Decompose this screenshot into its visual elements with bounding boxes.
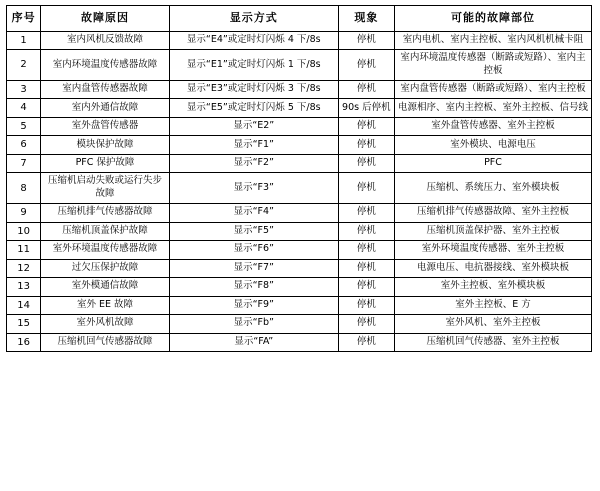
table-row bbox=[7, 241, 592, 260]
cell-part: 压缩机、系统压力、室外模块板 bbox=[394, 173, 591, 204]
cell-part: 室内盘管传感器（断路或短路）、室内主控板 bbox=[394, 80, 591, 99]
cell-display: 显示“F1” bbox=[169, 136, 338, 155]
cell-cause: 压缩机排气传感器故障 bbox=[41, 204, 170, 223]
cell-display: 显示“E5”或定时灯闪烁 5 下/8s bbox=[169, 99, 338, 118]
table-row bbox=[7, 204, 592, 223]
cell-cause: 室内外通信故障 bbox=[41, 99, 170, 118]
cell-cause: 室内风机反馈故障 bbox=[41, 31, 170, 50]
table-row bbox=[7, 333, 592, 352]
table-row bbox=[7, 259, 592, 278]
cell-part: 室外模块、电源电压 bbox=[394, 136, 591, 155]
cell-display: 显示“F2” bbox=[169, 154, 338, 173]
cell-display: 显示“F5” bbox=[169, 222, 338, 241]
cell-part: 室外主控板、室外模块板 bbox=[394, 278, 591, 297]
cell-index: 13 bbox=[7, 278, 41, 297]
table-header-row bbox=[7, 6, 592, 32]
cell-display: 显示“E1”或定时灯闪烁 1 下/8s bbox=[169, 50, 338, 81]
cell-part: 压缩机回气传感器、室外主控板 bbox=[394, 333, 591, 352]
table-row bbox=[7, 136, 592, 155]
cell-phenomenon: 停机 bbox=[338, 241, 394, 260]
cell-phenomenon: 停机 bbox=[338, 154, 394, 173]
table-header bbox=[7, 6, 592, 32]
column-header-phenomenon: 现象 bbox=[338, 6, 394, 32]
cell-cause: 室内盘管传感器故障 bbox=[41, 80, 170, 99]
table-row bbox=[7, 99, 592, 118]
table-row bbox=[7, 50, 592, 81]
cell-phenomenon: 停机 bbox=[338, 80, 394, 99]
cell-part: 室内环境温度传感器（断路或短路）、室内主控板 bbox=[394, 50, 591, 81]
cell-cause: 室内环境温度传感器故障 bbox=[41, 50, 170, 81]
cell-display: 显示“F7” bbox=[169, 259, 338, 278]
cell-display: 显示“FA” bbox=[169, 333, 338, 352]
cell-phenomenon: 停机 bbox=[338, 117, 394, 136]
table-row bbox=[7, 278, 592, 297]
cell-cause: 室外模通信故障 bbox=[41, 278, 170, 297]
cell-index: 7 bbox=[7, 154, 41, 173]
cell-cause: 压缩机回气传感器故障 bbox=[41, 333, 170, 352]
cell-phenomenon: 停机 bbox=[338, 204, 394, 223]
column-header-part: 可能的故障部位 bbox=[394, 6, 591, 32]
cell-phenomenon: 停机 bbox=[338, 259, 394, 278]
cell-cause: 模块保护故障 bbox=[41, 136, 170, 155]
cell-index: 9 bbox=[7, 204, 41, 223]
cell-phenomenon: 停机 bbox=[338, 31, 394, 50]
cell-phenomenon: 停机 bbox=[338, 296, 394, 315]
cell-phenomenon: 停机 bbox=[338, 173, 394, 204]
cell-phenomenon: 停机 bbox=[338, 50, 394, 81]
table-row bbox=[7, 296, 592, 315]
cell-display: 显示“E3”或定时灯闪烁 3 下/8s bbox=[169, 80, 338, 99]
cell-part: 室外风机、室外主控板 bbox=[394, 315, 591, 334]
cell-part: 室外盘管传感器、室外主控板 bbox=[394, 117, 591, 136]
cell-index: 16 bbox=[7, 333, 41, 352]
column-header-display: 显示方式 bbox=[169, 6, 338, 32]
table-row bbox=[7, 80, 592, 99]
cell-index: 14 bbox=[7, 296, 41, 315]
cell-display: 显示“F9” bbox=[169, 296, 338, 315]
cell-index: 11 bbox=[7, 241, 41, 260]
table-row bbox=[7, 31, 592, 50]
cell-display: 显示“F6” bbox=[169, 241, 338, 260]
cell-cause: 压缩机顶盖保护故障 bbox=[41, 222, 170, 241]
cell-index: 10 bbox=[7, 222, 41, 241]
cell-index: 15 bbox=[7, 315, 41, 334]
cell-cause: 室外盘管传感器 bbox=[41, 117, 170, 136]
cell-display: 显示“E4”或定时灯闪烁 4 下/8s bbox=[169, 31, 338, 50]
cell-phenomenon: 停机 bbox=[338, 278, 394, 297]
cell-index: 2 bbox=[7, 50, 41, 81]
fault-code-table bbox=[6, 5, 592, 352]
cell-index: 4 bbox=[7, 99, 41, 118]
table-body bbox=[7, 31, 592, 351]
cell-part: 室外主控板、E 方 bbox=[394, 296, 591, 315]
cell-display: 显示“F3” bbox=[169, 173, 338, 204]
cell-cause: 室外环境温度传感器故障 bbox=[41, 241, 170, 260]
cell-cause: PFC 保护故障 bbox=[41, 154, 170, 173]
cell-cause: 室外 EE 故障 bbox=[41, 296, 170, 315]
cell-part: 室内电机、室内主控板、室内风机机械卡阻 bbox=[394, 31, 591, 50]
column-header-cause: 故障原因 bbox=[41, 6, 170, 32]
cell-phenomenon: 停机 bbox=[338, 315, 394, 334]
cell-display: 显示“F8” bbox=[169, 278, 338, 297]
cell-index: 3 bbox=[7, 80, 41, 99]
cell-part: 压缩机顶盖保护器、室外主控板 bbox=[394, 222, 591, 241]
cell-index: 5 bbox=[7, 117, 41, 136]
cell-part: 电源相序、室内主控板、室外主控板、信号线 bbox=[394, 99, 591, 118]
table-row bbox=[7, 222, 592, 241]
cell-cause: 压缩机启动失败或运行失步故障 bbox=[41, 173, 170, 204]
cell-display: 显示“Fb” bbox=[169, 315, 338, 334]
cell-display: 显示“F4” bbox=[169, 204, 338, 223]
cell-phenomenon: 停机 bbox=[338, 222, 394, 241]
column-header-index: 序号 bbox=[7, 6, 41, 32]
cell-part: 电源电压、电抗器接线、室外模块板 bbox=[394, 259, 591, 278]
cell-phenomenon: 停机 bbox=[338, 136, 394, 155]
cell-phenomenon: 90s 后停机 bbox=[338, 99, 394, 118]
table-row bbox=[7, 315, 592, 334]
cell-phenomenon: 停机 bbox=[338, 333, 394, 352]
cell-index: 8 bbox=[7, 173, 41, 204]
cell-index: 6 bbox=[7, 136, 41, 155]
cell-part: PFC bbox=[394, 154, 591, 173]
cell-cause: 室外风机故障 bbox=[41, 315, 170, 334]
table-row bbox=[7, 154, 592, 173]
cell-display: 显示“E2” bbox=[169, 117, 338, 136]
cell-index: 12 bbox=[7, 259, 41, 278]
cell-cause: 过欠压保护故障 bbox=[41, 259, 170, 278]
cell-part: 压缩机排气传感器故障、室外主控板 bbox=[394, 204, 591, 223]
table-row bbox=[7, 173, 592, 204]
table-row bbox=[7, 117, 592, 136]
cell-part: 室外环境温度传感器、室外主控板 bbox=[394, 241, 591, 260]
cell-index: 1 bbox=[7, 31, 41, 50]
